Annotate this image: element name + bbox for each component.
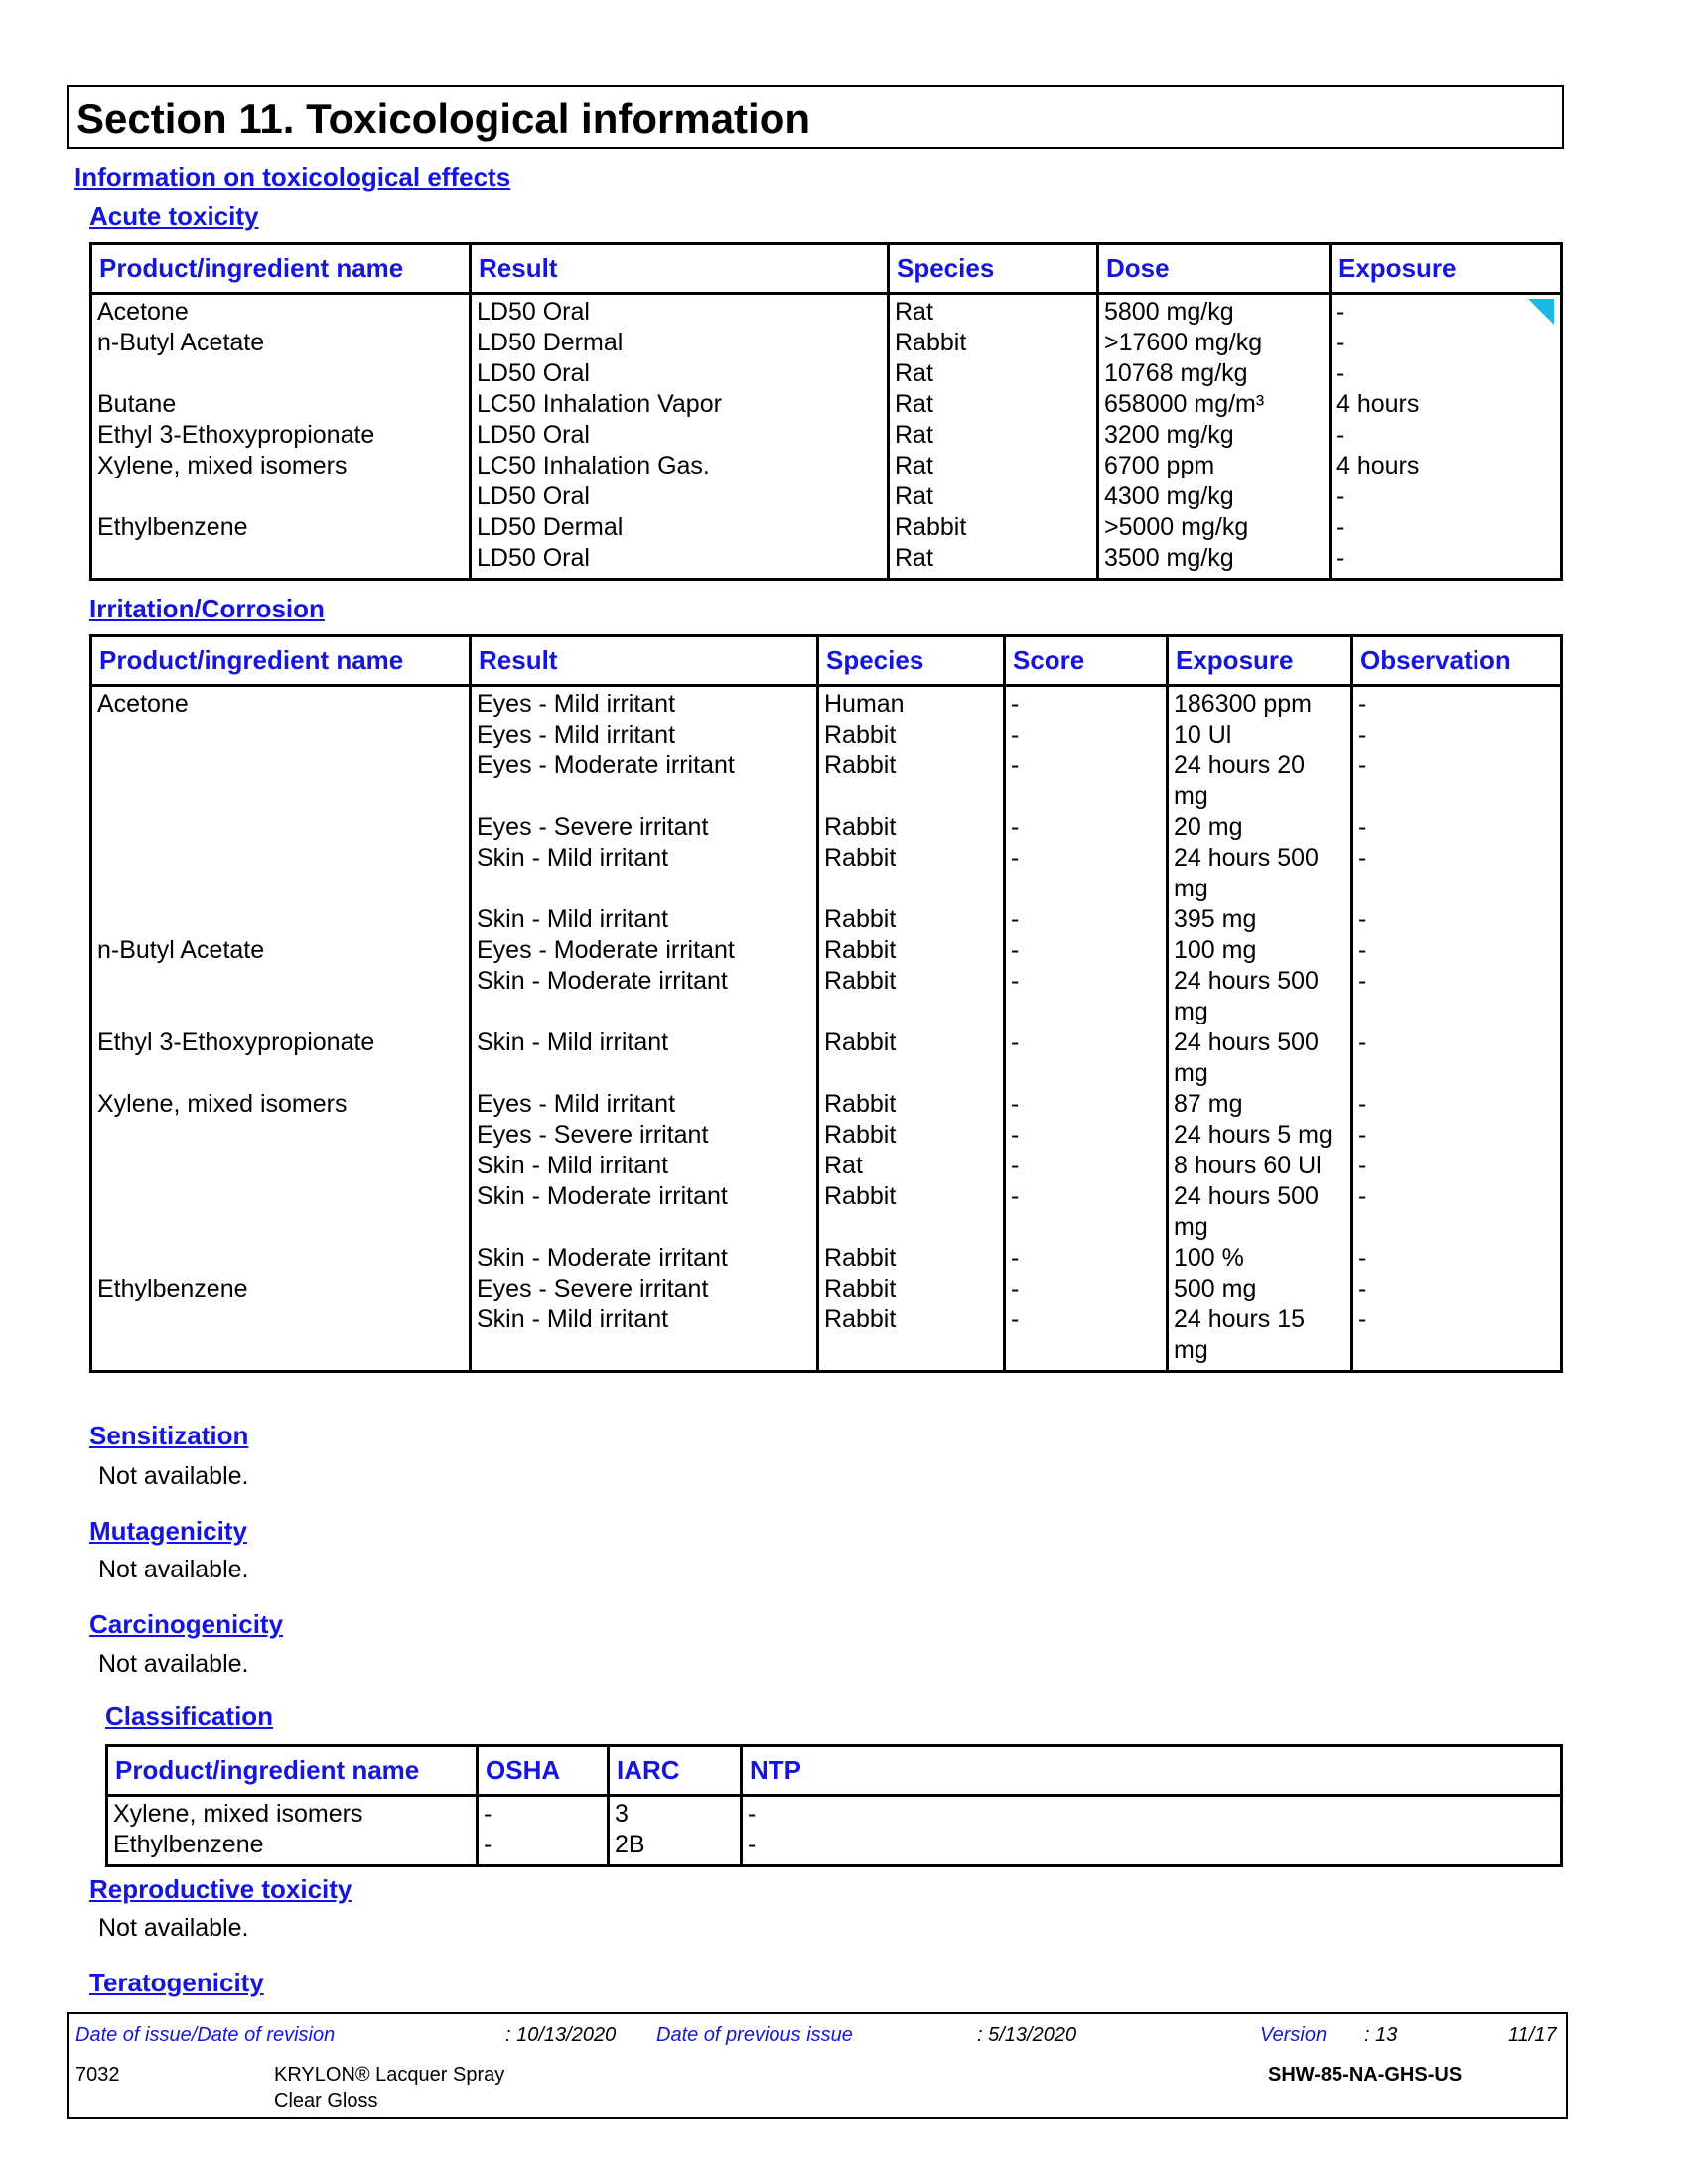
table-row — [91, 935, 1562, 966]
cell-exposure: 186300 ppm — [1168, 686, 1352, 721]
cell-result: Skin - Moderate irritant — [471, 1181, 818, 1243]
teratogenicity-heading[interactable]: Teratogenicity — [89, 1968, 264, 1997]
cell-exposure: 395 mg — [1168, 904, 1352, 935]
cell-exposure: 10 Ul — [1168, 720, 1352, 751]
cell-score: - — [1005, 935, 1168, 966]
table-row — [91, 512, 1562, 543]
cell-result: Eyes - Severe irritant — [471, 1120, 818, 1151]
product-name-line2: Clear Gloss — [274, 2090, 378, 2112]
classification-table — [105, 1744, 1563, 1867]
cell-species: Rabbit — [818, 935, 1005, 966]
column-header-species: Species — [818, 636, 1005, 686]
cell-name: Ethylbenzene — [107, 1830, 478, 1866]
cell-result: Eyes - Moderate irritant — [471, 935, 818, 966]
cell-result: Skin - Mild irritant — [471, 843, 818, 904]
mutagenicity-text: Not available. — [98, 1556, 249, 1583]
cell-observation: - — [1352, 1243, 1562, 1274]
cell-name — [91, 481, 471, 512]
product-name-line1: KRYLON® Lacquer Spray — [274, 2064, 505, 2086]
cell-species: Rabbit — [818, 1120, 1005, 1151]
cell-name — [91, 543, 471, 580]
cell-result: Skin - Moderate irritant — [471, 1243, 818, 1274]
cell-exposure: 24 hours 500 mg — [1168, 1027, 1352, 1089]
cell-species: Rabbit — [818, 720, 1005, 751]
cell-exposure: 100 mg — [1168, 935, 1352, 966]
cell-exposure: 4 hours — [1331, 389, 1562, 420]
table-row — [91, 1181, 1562, 1243]
cell-score: - — [1005, 1151, 1168, 1181]
page-footer — [67, 2012, 1568, 2119]
cell-result: LD50 Oral — [471, 294, 889, 329]
cell-species: Rabbit — [818, 966, 1005, 1027]
cell-name — [91, 1120, 471, 1151]
cell-species: Rabbit — [818, 1027, 1005, 1089]
cell-result: LD50 Oral — [471, 481, 889, 512]
cell-species: Rabbit — [818, 1089, 1005, 1120]
cell-name — [91, 751, 471, 812]
cell-species: Rabbit — [818, 1304, 1005, 1372]
cell-result: LD50 Oral — [471, 543, 889, 580]
cell-ntp: - — [742, 1830, 1562, 1866]
column-header-result: Result — [471, 244, 889, 294]
cell-observation: - — [1352, 966, 1562, 1027]
cell-exposure: - — [1331, 420, 1562, 451]
cell-score: - — [1005, 1304, 1168, 1372]
page-number: 11/17 — [1508, 2024, 1557, 2046]
cell-observation: - — [1352, 1120, 1562, 1151]
cell-species: Rabbit — [818, 1243, 1005, 1274]
table-row — [91, 812, 1562, 843]
cell-result: LD50 Oral — [471, 358, 889, 389]
document-id: SHW-85-NA-GHS-US — [1268, 2064, 1463, 2086]
table-row — [91, 481, 1562, 512]
sensitization-heading[interactable]: Sensitization — [89, 1421, 249, 1450]
cell-name — [91, 1304, 471, 1372]
cell-exposure: 24 hours 500 mg — [1168, 966, 1352, 1027]
cell-exposure: 24 hours 5 mg — [1168, 1120, 1352, 1151]
cell-name — [91, 1151, 471, 1181]
cell-observation: - — [1352, 720, 1562, 751]
cell-result: LC50 Inhalation Vapor — [471, 389, 889, 420]
column-header-species: Species — [889, 244, 1098, 294]
cell-species: Rabbit — [818, 904, 1005, 935]
cell-name: Ethyl 3-Ethoxypropionate — [91, 420, 471, 451]
issue-date-label: Date of issue/Date of revision — [75, 2024, 336, 2046]
column-header-exposure: Exposure — [1168, 636, 1352, 686]
cell-result: LD50 Oral — [471, 420, 889, 451]
cell-species: Rabbit — [889, 512, 1098, 543]
cell-name: Acetone — [91, 686, 471, 721]
cell-species: Rabbit — [818, 1274, 1005, 1304]
column-header-osha: OSHA — [478, 1746, 609, 1796]
cell-result: Eyes - Mild irritant — [471, 720, 818, 751]
column-header-exposure: Exposure — [1331, 244, 1562, 294]
cell-dose: 3200 mg/kg — [1098, 420, 1331, 451]
cell-score: - — [1005, 1089, 1168, 1120]
cell-score: - — [1005, 1274, 1168, 1304]
reproductive-text: Not available. — [98, 1914, 249, 1942]
sensitization-text: Not available. — [98, 1462, 249, 1490]
cell-species: Rat — [889, 389, 1098, 420]
cell-iarc: 3 — [609, 1796, 742, 1831]
cell-name — [91, 843, 471, 904]
table-row — [91, 966, 1562, 1027]
cell-osha: - — [478, 1830, 609, 1866]
carcinogenicity-text: Not available. — [98, 1650, 249, 1678]
version-value: : 13 — [1364, 2024, 1398, 2046]
table-row — [107, 1796, 1562, 1831]
reproductive-heading[interactable]: Reproductive toxicity — [89, 1874, 352, 1904]
mutagenicity-heading[interactable]: Mutagenicity — [89, 1516, 247, 1546]
cell-score: - — [1005, 904, 1168, 935]
cell-species: Rat — [889, 543, 1098, 580]
cell-name — [91, 966, 471, 1027]
cell-osha: - — [478, 1796, 609, 1831]
cell-score: - — [1005, 1027, 1168, 1089]
previous-issue-label: Date of previous issue — [656, 2024, 853, 2046]
cell-score: - — [1005, 720, 1168, 751]
cell-name: Acetone — [91, 294, 471, 329]
cell-exposure: 100 % — [1168, 1243, 1352, 1274]
cell-result: Eyes - Moderate irritant — [471, 751, 818, 812]
section-title: Section 11. Toxicological information — [76, 95, 811, 142]
table-row — [91, 543, 1562, 580]
section-title-box — [67, 85, 1564, 149]
column-header-observation: Observation — [1352, 636, 1562, 686]
cell-result: Skin - Mild irritant — [471, 1027, 818, 1089]
cell-result: LC50 Inhalation Gas. — [471, 451, 889, 481]
cell-observation: - — [1352, 843, 1562, 904]
table-row — [91, 686, 1562, 721]
column-header-dose: Dose — [1098, 244, 1331, 294]
cell-result: Eyes - Severe irritant — [471, 812, 818, 843]
cell-exposure: 4 hours — [1331, 451, 1562, 481]
cell-observation: - — [1352, 751, 1562, 812]
cell-dose: 10768 mg/kg — [1098, 358, 1331, 389]
acute-toxicity-table — [89, 242, 1563, 581]
cell-species: Rat — [889, 481, 1098, 512]
cell-name: n-Butyl Acetate — [91, 328, 471, 358]
column-header-iarc: IARC — [609, 1746, 742, 1796]
version-label: Version — [1260, 2024, 1328, 2046]
table-row — [91, 904, 1562, 935]
table-row — [91, 451, 1562, 481]
cell-iarc: 2B — [609, 1830, 742, 1866]
cell-exposure: 24 hours 15 mg — [1168, 1304, 1352, 1372]
table-row — [91, 751, 1562, 812]
cell-score: - — [1005, 812, 1168, 843]
cell-dose: 3500 mg/kg — [1098, 543, 1331, 580]
cell-score: - — [1005, 966, 1168, 1027]
table-row — [91, 1304, 1562, 1372]
table-row — [91, 1027, 1562, 1089]
table-row — [91, 1089, 1562, 1120]
cell-name: Butane — [91, 389, 471, 420]
table-row — [107, 1830, 1562, 1866]
table-row — [91, 358, 1562, 389]
table-row — [91, 389, 1562, 420]
cell-score: - — [1005, 1181, 1168, 1243]
cell-result: LD50 Dermal — [471, 512, 889, 543]
cell-observation: - — [1352, 904, 1562, 935]
cell-name: Ethyl 3-Ethoxypropionate — [91, 1027, 471, 1089]
info-heading[interactable]: Information on toxicological effects — [74, 162, 511, 192]
cell-species: Rat — [889, 420, 1098, 451]
acute-heading[interactable]: Acute toxicity — [89, 202, 259, 231]
product-code: 7032 — [75, 2064, 120, 2086]
cell-species: Rabbit — [818, 843, 1005, 904]
cell-result: Skin - Mild irritant — [471, 1151, 818, 1181]
table-row — [91, 294, 1562, 329]
cell-observation: - — [1352, 1304, 1562, 1372]
cell-name — [91, 1243, 471, 1274]
column-header-name: Product/ingredient name — [91, 244, 471, 294]
cell-result: Skin - Mild irritant — [471, 1304, 818, 1372]
column-header-score: Score — [1005, 636, 1168, 686]
cell-exposure: - — [1331, 294, 1562, 329]
cell-dose: >17600 mg/kg — [1098, 328, 1331, 358]
cell-observation: - — [1352, 812, 1562, 843]
cell-exposure: - — [1331, 543, 1562, 580]
cell-exposure: 500 mg — [1168, 1274, 1352, 1304]
cell-species: Human — [818, 686, 1005, 721]
cell-score: - — [1005, 843, 1168, 904]
cell-result: Eyes - Mild irritant — [471, 686, 818, 721]
cell-dose: 658000 mg/m³ — [1098, 389, 1331, 420]
comment-marker-icon[interactable] — [1528, 299, 1554, 325]
table-row — [91, 1151, 1562, 1181]
cell-name: n-Butyl Acetate — [91, 935, 471, 966]
cell-species: Rat — [889, 451, 1098, 481]
cell-dose: 4300 mg/kg — [1098, 481, 1331, 512]
cell-observation: - — [1352, 1181, 1562, 1243]
cell-species: Rat — [889, 294, 1098, 329]
cell-species: Rat — [818, 1151, 1005, 1181]
table-row — [91, 720, 1562, 751]
cell-result: Skin - Moderate irritant — [471, 966, 818, 1027]
irritation-table — [89, 634, 1563, 1373]
cell-result: Eyes - Mild irritant — [471, 1089, 818, 1120]
table-row — [91, 1243, 1562, 1274]
cell-name: Ethylbenzene — [91, 1274, 471, 1304]
cell-ntp: - — [742, 1796, 1562, 1831]
classification-heading[interactable]: Classification — [105, 1702, 274, 1731]
cell-exposure: 8 hours 60 Ul — [1168, 1151, 1352, 1181]
cell-exposure: - — [1331, 512, 1562, 543]
column-header-name: Product/ingredient name — [107, 1746, 478, 1796]
cell-exposure: - — [1331, 481, 1562, 512]
table-row — [91, 420, 1562, 451]
cell-dose: 5800 mg/kg — [1098, 294, 1331, 329]
table-row — [91, 1120, 1562, 1151]
table-row — [91, 328, 1562, 358]
column-header-name: Product/ingredient name — [91, 636, 471, 686]
cell-name — [91, 720, 471, 751]
cell-exposure: - — [1331, 358, 1562, 389]
cell-name: Xylene, mixed isomers — [107, 1796, 478, 1831]
cell-result: Eyes - Severe irritant — [471, 1274, 818, 1304]
cell-dose: 6700 ppm — [1098, 451, 1331, 481]
cell-exposure: 24 hours 500 mg — [1168, 843, 1352, 904]
cell-name — [91, 358, 471, 389]
cell-exposure: 87 mg — [1168, 1089, 1352, 1120]
cell-exposure: 20 mg — [1168, 812, 1352, 843]
cell-score: - — [1005, 686, 1168, 721]
cell-observation: - — [1352, 1027, 1562, 1089]
cell-name — [91, 904, 471, 935]
table-row — [91, 1274, 1562, 1304]
cell-exposure: 24 hours 500 mg — [1168, 1181, 1352, 1243]
cell-name — [91, 1181, 471, 1243]
cell-species: Rat — [889, 358, 1098, 389]
cell-name: Xylene, mixed isomers — [91, 1089, 471, 1120]
cell-exposure: 24 hours 20 mg — [1168, 751, 1352, 812]
cell-species: Rabbit — [818, 751, 1005, 812]
cell-result: LD50 Dermal — [471, 328, 889, 358]
column-header-result: Result — [471, 636, 818, 686]
cell-dose: >5000 mg/kg — [1098, 512, 1331, 543]
cell-exposure: - — [1331, 328, 1562, 358]
previous-issue-value: : 5/13/2020 — [977, 2024, 1077, 2046]
column-header-ntp: NTP — [742, 1746, 1562, 1796]
issue-date-value: : 10/13/2020 — [505, 2024, 617, 2046]
cell-result: Skin - Mild irritant — [471, 904, 818, 935]
cell-name: Xylene, mixed isomers — [91, 451, 471, 481]
cell-observation: - — [1352, 935, 1562, 966]
cell-species: Rabbit — [818, 812, 1005, 843]
cell-observation: - — [1352, 1089, 1562, 1120]
cell-score: - — [1005, 1243, 1168, 1274]
table-row — [91, 843, 1562, 904]
cell-observation: - — [1352, 686, 1562, 721]
cell-species: Rabbit — [818, 1181, 1005, 1243]
cell-name: Ethylbenzene — [91, 512, 471, 543]
cell-score: - — [1005, 1120, 1168, 1151]
cell-name — [91, 812, 471, 843]
irritation-heading[interactable]: Irritation/Corrosion — [89, 594, 325, 623]
carcinogenicity-heading[interactable]: Carcinogenicity — [89, 1609, 284, 1639]
cell-observation: - — [1352, 1274, 1562, 1304]
cell-observation: - — [1352, 1151, 1562, 1181]
cell-species: Rabbit — [889, 328, 1098, 358]
cell-score: - — [1005, 751, 1168, 812]
